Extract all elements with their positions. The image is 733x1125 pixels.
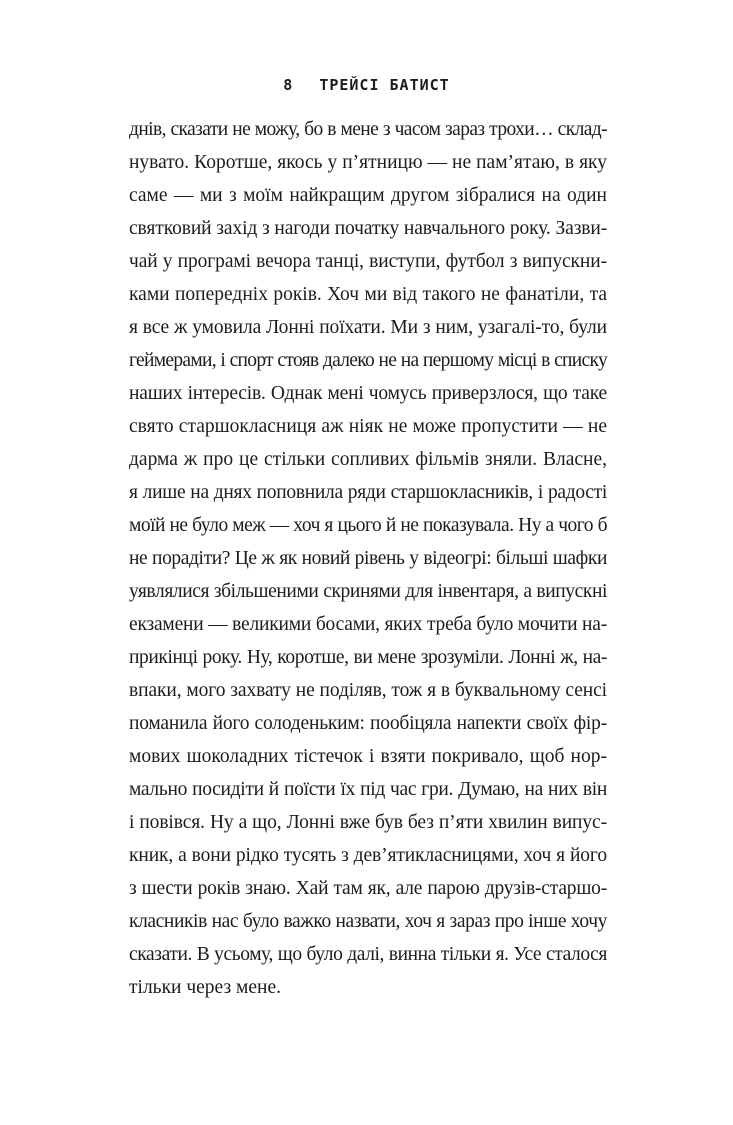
body-text <box>129 113 607 1004</box>
text-line: нувато. Коротше, якось у п’ятницю — не пам’ятаю, в яку <box>129 152 607 173</box>
text-line: мових шоколадних тістечок і взяти покривало, щоб нор- <box>129 746 607 767</box>
running-head-author: ТРЕЙСІ БАТИСТ <box>319 76 450 94</box>
text-line: дарма ж про це стільки сопливих фільмів зняли. Власне, <box>129 449 607 470</box>
text-line: свято старшокласниця аж ніяк не може пропустити — не <box>129 416 607 437</box>
text-line: кник, а вони рідко тусять з дев’ятикласницями, хоч я його <box>129 845 607 866</box>
text-line: мально посидіти й поїсти їх під час гри. Думаю, на них він <box>129 779 607 800</box>
text-line: я лише на днях поповнила ряди старшокласників, і радості <box>129 482 607 503</box>
text-line: прикінці року. Ну, коротше, ви мене зрозуміли. Лонні ж, на- <box>129 647 607 668</box>
text-line: впаки, мого захвату не поділяв, тож я в буквальному сенсі <box>129 680 607 701</box>
text-line: з шести років знаю. Хай там як, але парою друзів-старшо- <box>129 878 607 899</box>
text-line: класників нас було важко назвати, хоч я зараз про інше хочу <box>129 911 607 932</box>
text-line: чай у програмі вечора танці, виступи, футбол з випускни- <box>129 251 607 272</box>
page-number: 8 <box>283 76 294 94</box>
text-line: і повівся. Ну а що, Лонні вже був без п’яти хвилин випус- <box>129 812 607 833</box>
text-line: я все ж умовила Лонні поїхати. Ми з ним, узагалі-то, були <box>129 317 607 338</box>
running-head <box>0 76 733 94</box>
text-line: поманила його солоденьким: пообіцяла напекти своїх фір- <box>129 713 607 734</box>
text-line: геймерами, і спорт стояв далеко не на першому місці в списку <box>129 350 607 371</box>
text-line: днів, сказати не можу, бо в мене з часом зараз трохи… склад- <box>129 119 607 140</box>
text-line-last: тільки через мене. <box>129 977 281 998</box>
text-line: моїй не було меж — хоч я цього й не показувала. Ну а чого б <box>129 515 607 536</box>
text-line: саме — ми з моїм найкращим другом зібралися на один <box>129 185 607 206</box>
text-line: ками попередніх років. Хоч ми від такого не фанатіли, та <box>129 284 607 305</box>
text-line: екзамени — великими босами, яких треба було мочити на- <box>129 614 608 635</box>
text-line: наших інтересів. Однак мені чомусь приверзлося, що таке <box>129 383 607 404</box>
text-line: уявлялися збільшеними скринями для інвентаря, а випускні <box>129 581 607 602</box>
text-line: сказати. В усьому, що було далі, винна тільки я. Усе сталося <box>129 944 607 965</box>
text-line: святковий захід з нагоди початку навчального року. Зазви- <box>129 218 608 239</box>
text-line: не порадіти? Це ж як новий рівень у відеогрі: більші шафки <box>129 548 607 569</box>
